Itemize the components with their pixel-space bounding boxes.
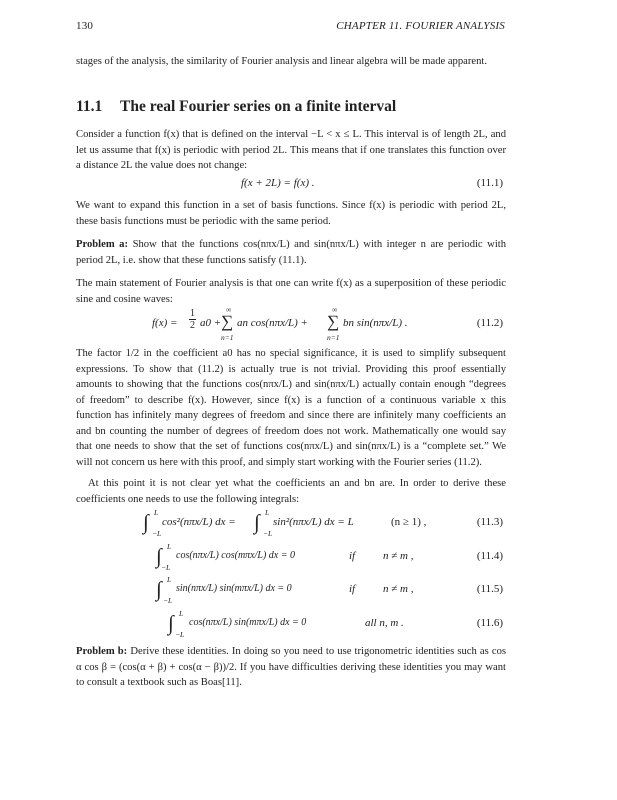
paragraph-4: The factor 1/2 in the coefficient a0 has no special significance, it is used to simplify subsequent expressions. To show that (11.2) is actually true is not trivial. Providing this proof essentially amounts to showing that the functions cos(nπx/L) and sin(nπx/L) actually contain enough “degrees of freedom” to describe f(x). However, since f(x) is a function of a continuous variable x this function has infinitely many degrees of freedom and since there are infinitely many coefficients an and bn counting the number of degrees of freedom does not work. Mathematically one would say that one needs to show that the set of functions cos(nπx/L) and sin(nπx/L) is a “complete set.” We will not concern us here with this proof, and simply start working with the Fourier series (11.2). bbox=[76, 348, 506, 468]
problem-b-text: Derive these identities. In doing so you need to use trigonometric identities such as cos α cos β = (cos(α + β) + cos(α − β))/2. If you have difficulties deriving these identities you may want to consult a textbook such as Boas[11]. bbox=[76, 646, 507, 688]
integral-11-4-lower: −L bbox=[161, 563, 171, 572]
equation-11-4-body: cos(nπx/L) cos(mπx/L) dx = 0 bbox=[176, 550, 295, 561]
problem-b bbox=[76, 644, 506, 691]
sum2-upper: ∞ bbox=[332, 305, 338, 314]
equation-11-2-term2: bn sin(nπx/L) . bbox=[343, 317, 408, 329]
integral-11-3-a: ∫ bbox=[143, 510, 149, 534]
integral-11-5-lower: −L bbox=[163, 596, 173, 605]
integral-11-3-a-lower: −L bbox=[152, 529, 162, 538]
equation-11-3-condition: (n ≥ 1) , bbox=[391, 516, 427, 528]
equation-11-2-a0: a0 + bbox=[200, 317, 222, 329]
equation-11-5-condition: n ≠ m , bbox=[383, 583, 414, 595]
equation-number-11-3: (11.3) bbox=[476, 516, 503, 528]
paragraph-2: We want to expand this function in a set of basis functions. Since f(x) is periodic with period 2L, these basis functions must be periodic with the same period. bbox=[76, 200, 506, 227]
equation-11-3-right: sin²(nπx/L) dx = L bbox=[273, 516, 354, 528]
sum1-lower: n=1 bbox=[221, 333, 234, 342]
sum1-upper: ∞ bbox=[226, 305, 232, 314]
integral-11-3-b-lower: −L bbox=[263, 529, 273, 538]
problem-a-label: Problem a: bbox=[76, 239, 129, 250]
integral-11-5-upper: L bbox=[167, 575, 172, 584]
problem-a bbox=[76, 237, 506, 268]
page-number: 130 bbox=[76, 20, 94, 32]
equation-11-3-left: cos²(nπx/L) dx = bbox=[162, 516, 236, 528]
problem-a-text: Show that the functions cos(nπx/L) and sin(nπx/L) with integer n are periodic with period 2L, i.e. show that these functions satisfy (11.1). bbox=[76, 239, 507, 266]
paragraph-5: At this point it is not clear yet what the coefficients an and bn are. In order to derive these coefficients one needs to use the following integrals: bbox=[76, 478, 506, 505]
half-numerator: 1 bbox=[190, 308, 195, 319]
equation-number-11-2: (11.2) bbox=[476, 317, 503, 329]
integral-11-6-upper: L bbox=[179, 609, 184, 618]
equation-number-11-6: (11.6) bbox=[476, 617, 503, 629]
integral-11-5: ∫ bbox=[156, 577, 162, 601]
equation-11-4-condition: n ≠ m , bbox=[383, 550, 414, 562]
integral-11-3-b-upper: L bbox=[265, 508, 270, 517]
equation-11-2-lhs: f(x) = bbox=[152, 317, 178, 329]
equation-number-11-4: (11.4) bbox=[476, 550, 503, 562]
sum2-sigma: ∑ bbox=[327, 312, 340, 331]
integral-11-3-b: ∫ bbox=[254, 510, 260, 534]
intro-paragraph: stages of the analysis, the similarity of Fourier analysis and linear algebra will be made apparent. bbox=[76, 56, 487, 67]
equation-11-6-body: cos(nπx/L) sin(mπx/L) dx = 0 bbox=[189, 617, 307, 628]
chapter-header: CHAPTER 11. FOURIER ANALYSIS bbox=[336, 20, 505, 32]
equation-11-5-body: sin(nπx/L) sin(mπx/L) dx = 0 bbox=[176, 583, 292, 594]
fraction-one-half bbox=[189, 308, 196, 331]
sum1-sigma: ∑ bbox=[221, 312, 234, 331]
integral-11-6-lower: −L bbox=[175, 630, 185, 639]
equation-11-5-if: if bbox=[349, 583, 356, 595]
section-title: The real Fourier series on a finite interval bbox=[120, 98, 397, 115]
paragraph-1: Consider a function f(x) that is defined on the interval −L < x ≤ L. This interval is of length 2L, and let us assume that f(x) is periodic with period 2L. This means that if one translates this function over a distance 2L the value does not change: bbox=[76, 129, 506, 171]
integral-11-3-a-upper: L bbox=[154, 508, 159, 517]
sum2-lower: n=1 bbox=[327, 333, 340, 342]
section-number: 11.1 bbox=[76, 98, 103, 115]
equation-11-2-term1: an cos(nπx/L) + bbox=[237, 317, 308, 329]
problem-b-label: Problem b: bbox=[76, 646, 128, 657]
equation-11-1: f(x + 2L) = f(x) . bbox=[241, 177, 315, 189]
equation-number-11-1: (11.1) bbox=[476, 177, 503, 189]
equation-number-11-5: (11.5) bbox=[476, 583, 503, 595]
integral-11-6: ∫ bbox=[168, 611, 174, 635]
equation-11-6-condition: all n, m . bbox=[365, 617, 404, 629]
equation-11-4-if: if bbox=[349, 550, 356, 562]
half-denominator: 2 bbox=[190, 320, 195, 331]
paragraph-3: The main statement of Fourier analysis is that one can write f(x) as a superposition of these periodic sine and cosine waves: bbox=[76, 278, 506, 305]
integral-11-4-upper: L bbox=[167, 542, 172, 551]
integral-11-4: ∫ bbox=[156, 544, 162, 568]
